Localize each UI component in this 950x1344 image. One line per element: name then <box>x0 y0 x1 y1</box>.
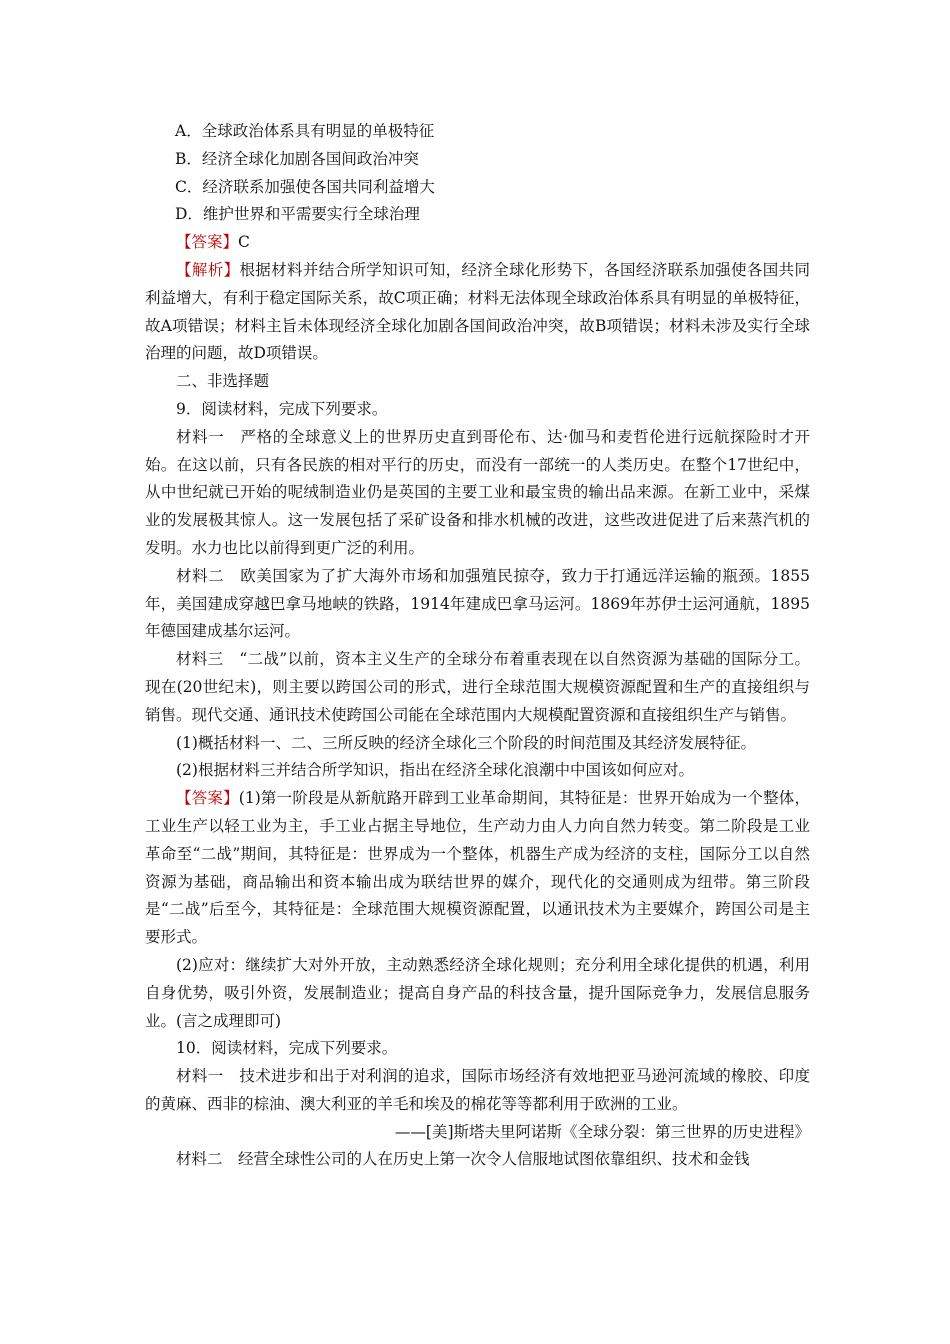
option-b[interactable]: B．经济全球化加剧各国间政治冲突 <box>175 149 419 168</box>
analysis-text: 根据材料并结合所学知识可知，经济全球化形势下，各国经济联系加强使各国共同利益增大，有利于稳定国际关系，故C项正确；材料无法体现全球政治体系具有明显的单极特征，故A项错误；材料主旨未体现经济全球化加剧各国间政治冲突，故B项错误；材料未涉及实行全球治理的问题，故D项错误。 <box>145 260 810 363</box>
option-a[interactable]: A．全球政治体系具有明显的单极特征 <box>175 122 435 140</box>
q9-material-3: 材料三 “二战”以前，资本主义生产的全球分布着重表现在以自然资源为基础的国际分工。现在(20世纪末)，则主要以跨国公司的形式，进行全球范围大规模资源配置和生产的直接组织与销售。现代交通、通讯技术使跨国公司能在全球范围内大规模配置资源和直接组织生产与销售。 <box>145 650 810 724</box>
q8-analysis <box>145 257 810 368</box>
q9-sub-question-1: (1)概括材料一、二、三所反映的经济全球化三个阶段的时间范围及其经济发展特征。 <box>176 733 756 752</box>
q10-source: ——[美]斯塔夫里阿诺斯《全球分裂：第三世界的历史进程》 <box>394 1122 810 1141</box>
answer-tag: 【答案】 <box>176 789 239 808</box>
q9-material-2: 材料二 欧美国家为了扩大海外市场和加强殖民掠夺，致力于打通远洋运输的瓶颈。1855年，美国建成穿越巴拿马地峡的铁路，1914年建成巴拿马运河。1869年苏伊士运河通航，1895年德国建成基尔运河。 <box>145 566 810 641</box>
analysis-tag: 【解析】 <box>176 260 240 279</box>
option-c[interactable]: C．经济联系加强使各国共同利益增大 <box>175 177 435 196</box>
q10-material-1: 材料一 技术进步和出于对利润的追求，国际市场经济有效地把亚马逊河流域的橡胶、印度的黄麻、西非的棕油、澳大利亚的羊毛和埃及的棉花等等都利用于欧洲的工业。 <box>145 1067 810 1113</box>
section-title: 二、非选择题 <box>176 372 270 391</box>
answer-text: C <box>238 233 250 252</box>
q9-answer-2: (2)应对：继续扩大对外开放，主动熟悉经济全球化规则；充分利用全球化提供的机遇，利用自身优势，吸引外资，发展制造业；提高自身产品的科技含量，提升国际竞争力，发展信息服务业。(言之成理即可) <box>145 955 810 1030</box>
option-d[interactable]: D．维护世界和平需要实行全球治理 <box>175 205 420 224</box>
answer-text: (1)第一阶段是从新航路开辟到工业革命期间，其特征是：世界开始成为一个整体，工业生产以轻工业为主，手工业占据主导地位，生产动力由人力向自然力转变。第二阶段是工业革命至“二战”期间，其特征是：世界成为一个整体，机器生产成为经济的支柱，国际分工以自然资源为基础，商品输出和资本输出成为联结世界的媒介，现代化的交通则成为纽带。第三阶段是“二战”后至今，其特征是：全球范围大规模资源配置，以通讯技术为主要媒介，跨国公司是主要形式。 <box>145 789 810 947</box>
document-page <box>145 118 810 1174</box>
q10-stem: 10．阅读材料，完成下列要求。 <box>176 1039 398 1058</box>
answer-tag: 【答案】 <box>176 233 239 252</box>
q8-answer <box>145 229 810 257</box>
q9-material-1: 材料一 严格的全球意义上的世界历史直到哥伦布、达·伽马和麦哲伦进行远航探险时才开始。在这以前，只有各民族的相对平行的历史，而没有一部统一的人类历史。在整个17世纪中，从中世纪就已开始的呢绒制造业仍是英国的主要工业和最宝贵的输出品来源。在新工业中，采煤业的发展极其惊人。这一发展包括了采矿设备和排水机械的改进，这些改进促进了后来蒸汽机的发明。水力也比以前得到更广泛的利用。 <box>145 427 810 557</box>
q9-answer-1 <box>145 785 810 952</box>
q9-sub-question-2: (2)根据材料三并结合所学知识，指出在经济全球化浪潮中中国该如何应对。 <box>176 761 694 780</box>
q9-stem: 9．阅读材料，完成下列要求。 <box>176 399 388 418</box>
q10-material-2: 材料二 经营全球性公司的人在历史上第一次令人信服地试图依靠组织、技术和金钱 <box>176 1150 750 1169</box>
